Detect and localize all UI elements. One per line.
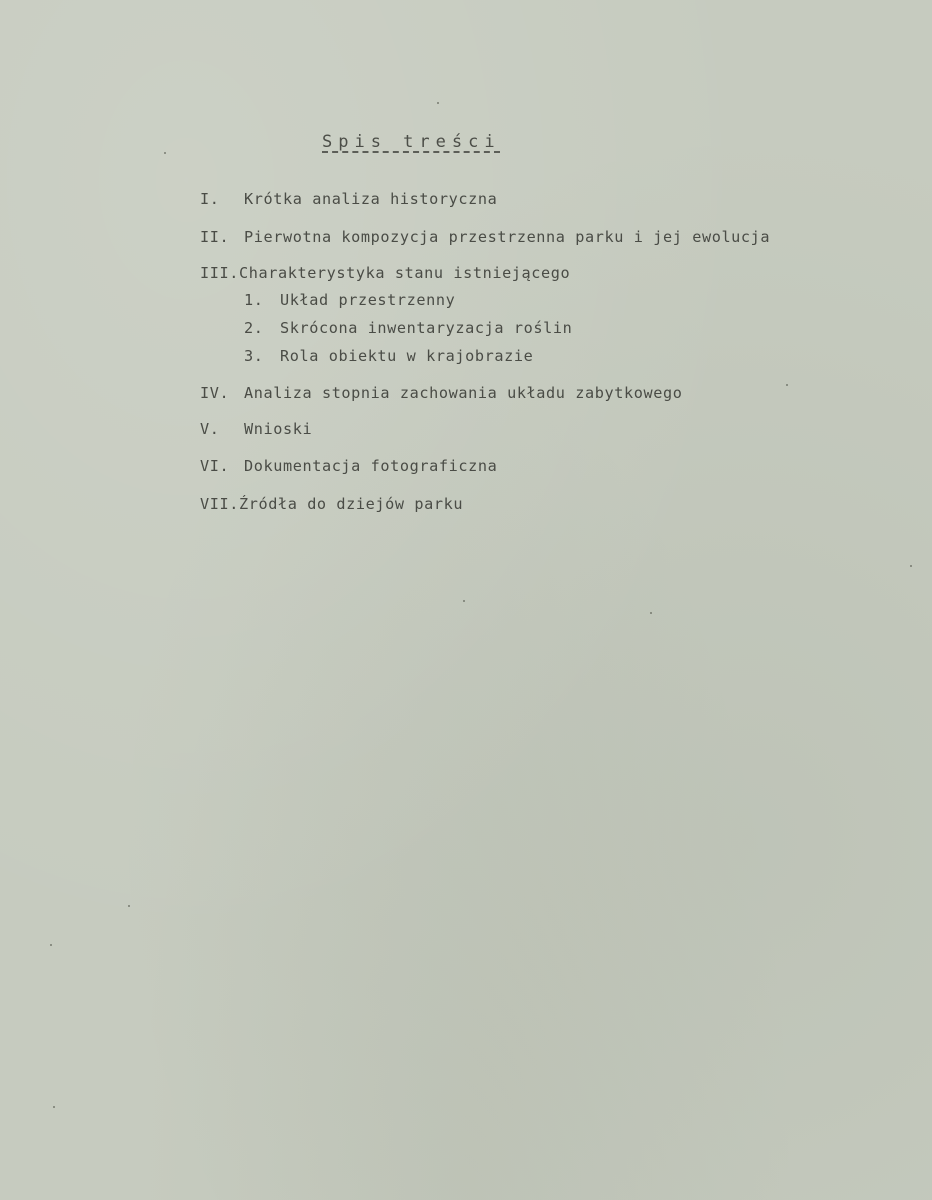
toc-entry-number: V. [200, 420, 220, 438]
toc-entry-number: IV. [200, 384, 230, 402]
toc-subentry-number: 1. [244, 291, 264, 309]
toc-subentry-number: 3. [244, 347, 264, 365]
toc-entry-text: Charakterystyka stanu istniejącego [238, 264, 571, 282]
toc-subentry-2 [244, 319, 572, 337]
paper-speck [53, 1106, 55, 1108]
paper-speck [128, 905, 130, 907]
toc-subentry-text: Układ przestrzenny [280, 291, 456, 309]
toc-subentry-text: Skrócona inwentaryzacja roślin [280, 319, 573, 337]
toc-subentry-1 [244, 291, 455, 309]
toc-entry-number: VII. [200, 495, 239, 513]
toc-entry-number: III. [200, 264, 239, 282]
paper-speck [50, 944, 52, 946]
toc-entry-7 [200, 495, 463, 513]
paper-speck [786, 384, 788, 386]
toc-subentry-number: 2. [244, 319, 264, 337]
toc-entry-number: II. [200, 228, 230, 246]
toc-entry-6 [200, 457, 497, 475]
toc-entry-text: Pierwotna kompozycja przestrzenna parku i jej ewolucja [244, 228, 771, 246]
toc-entry-text: Krótka analiza historyczna [244, 190, 498, 208]
toc-entry-number: VI. [200, 457, 230, 475]
toc-subentry-3 [244, 347, 533, 365]
toc-entry-text: Analiza stopnia zachowania układu zabytkowego [244, 384, 683, 402]
toc-entry-1 [200, 190, 497, 208]
toc-entry-5 [200, 420, 312, 438]
toc-entry-text: Dokumentacja fotograficzna [244, 457, 498, 475]
page-title: Spis treści [322, 132, 501, 152]
toc-entry-2 [200, 228, 770, 246]
toc-entry-number: I. [200, 190, 220, 208]
toc-entry-4 [200, 384, 682, 402]
paper-speck [437, 102, 439, 104]
paper-speck [463, 600, 465, 602]
paper-speck [910, 565, 912, 567]
paper-speck [650, 612, 652, 614]
paper-speck [164, 152, 166, 154]
toc-entry-3 [200, 264, 570, 282]
toc-entry-text: Źródła do dziejów parku [238, 495, 464, 513]
toc-subentry-text: Rola obiektu w krajobrazie [280, 347, 534, 365]
toc-entry-text: Wnioski [244, 420, 313, 438]
